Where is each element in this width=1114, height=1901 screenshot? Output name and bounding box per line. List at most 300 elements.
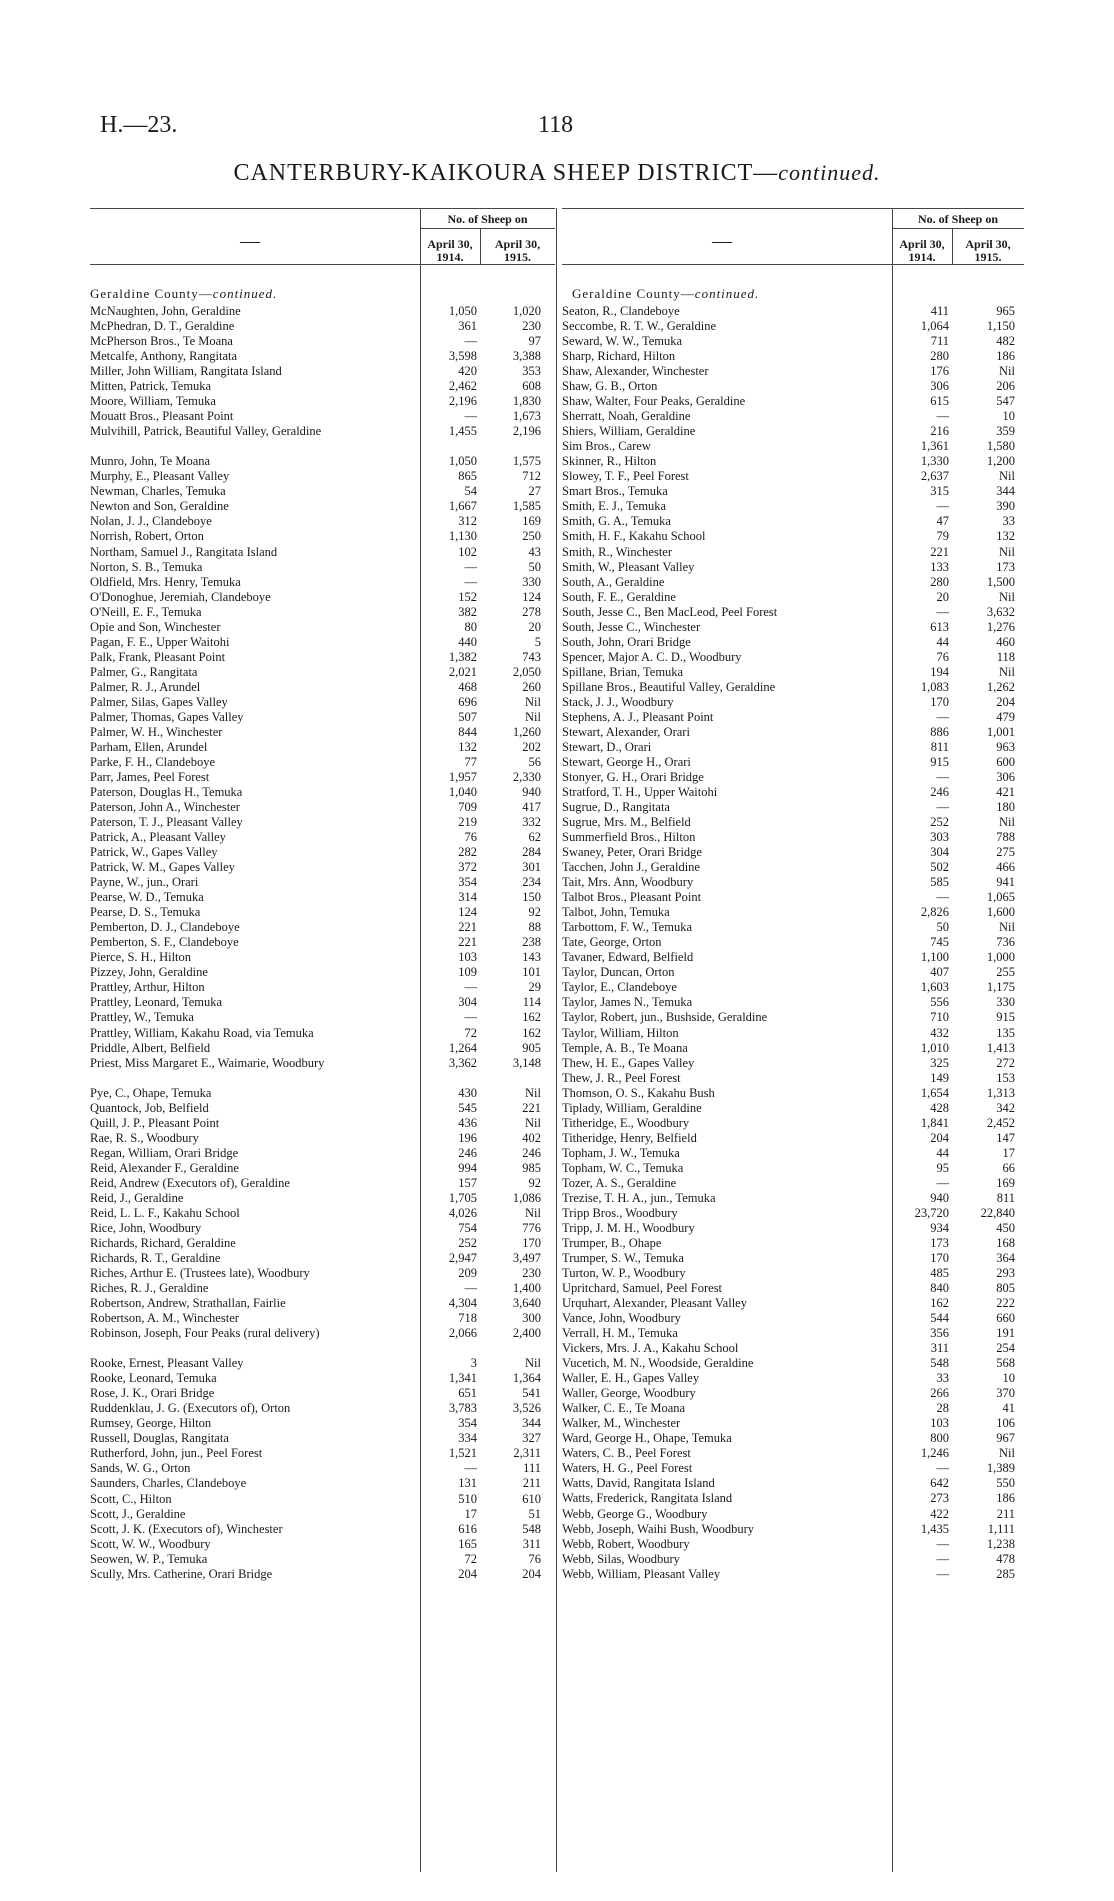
sheep-1914: —: [936, 800, 949, 815]
sheep-1914: —: [464, 409, 477, 424]
table-row: [562, 1341, 1024, 1356]
sheep-1915: 211: [996, 1506, 1015, 1521]
owner-name: Smith, R., Winchester: [562, 544, 673, 559]
table-row: [562, 469, 1024, 484]
owner-name: Norrish, Robert, Orton: [90, 529, 204, 544]
sheep-1914: 4,304: [448, 1296, 477, 1311]
sheep-1915: 359: [996, 424, 1015, 439]
owner-name: Vance, John, Woodbury: [562, 1311, 681, 1326]
sheep-1914: 80: [464, 619, 477, 634]
table-row: [90, 1281, 555, 1296]
sheep-1914: 428: [930, 1100, 949, 1115]
owner-name: Shaw, Walter, Four Peaks, Geraldine: [562, 394, 746, 409]
owner-name: Topham, W. C., Temuka: [562, 1160, 684, 1175]
sheep-1915: 246: [522, 1145, 541, 1160]
owner-name: Smith, E. J., Temuka: [562, 499, 667, 514]
sheep-1915: 390: [996, 499, 1015, 514]
sheep-1915: 168: [996, 1235, 1015, 1250]
sheep-1915: 1,575: [512, 454, 541, 469]
sheep-1915: 56: [528, 754, 541, 769]
sheep-1914: —: [464, 1461, 477, 1476]
table-row: [90, 890, 555, 905]
table-row: [562, 1206, 1024, 1221]
table-row: [90, 1116, 555, 1131]
sheep-1914: 221: [458, 920, 477, 935]
sheep-1915: 173: [996, 559, 1015, 574]
table-row: [562, 560, 1024, 575]
sheep-1915: 1,364: [512, 1371, 541, 1386]
sheep-1915: 170: [522, 1235, 541, 1250]
owner-name: Seowen, W. P., Temuka: [90, 1551, 208, 1566]
owner-name: Smith, W., Pleasant Valley: [562, 559, 695, 574]
sheep-1915: 29: [528, 980, 541, 995]
owner-name: Palmer, Silas, Gapes Valley: [90, 694, 228, 709]
sheep-1915: 20: [528, 619, 541, 634]
sheep-1915: 547: [996, 394, 1015, 409]
table-row: [90, 379, 555, 394]
owner-name: Mouatt Bros., Pleasant Point: [90, 409, 234, 424]
owner-name: Palk, Frank, Pleasant Point: [90, 649, 226, 664]
sheep-1914: —: [464, 980, 477, 995]
owner-name: McNaughten, John, Geraldine: [90, 304, 241, 318]
sheep-1914: 221: [930, 544, 949, 559]
sheep-1915: Nil: [525, 1085, 541, 1100]
owner-name: Stewart, George H., Orari: [562, 754, 691, 769]
sheep-1914: 354: [458, 875, 477, 890]
sheep-1914: 544: [930, 1311, 949, 1326]
sheep-1914: 372: [458, 860, 477, 875]
sheep-1914: 2,462: [448, 379, 477, 394]
sheep-1915: 3,632: [986, 604, 1015, 619]
sheep-1914: —: [936, 890, 949, 905]
table-row: [90, 905, 555, 920]
sheep-1915: Nil: [999, 815, 1015, 830]
sheep-1914: 204: [930, 1130, 949, 1145]
table-row: [90, 560, 555, 575]
owner-name: Waters, H. G., Peel Forest: [562, 1461, 693, 1476]
owner-name: Rutherford, John, jun., Peel Forest: [90, 1446, 263, 1461]
owner-name: Scott, C., Hilton: [90, 1491, 172, 1506]
sheep-1915: 62: [528, 830, 541, 845]
table-row: [90, 965, 555, 980]
sheep-1915: 905: [522, 1040, 541, 1055]
table-row: [562, 424, 1024, 439]
owner-name: Swaney, Peter, Orari Bridge: [562, 845, 702, 860]
sheep-1915: 712: [522, 469, 541, 484]
owner-name: Miller, John William, Rangitata Island: [90, 364, 282, 379]
table-row: [562, 1281, 1024, 1296]
sheep-1915: 124: [522, 589, 541, 604]
sheep-1915: 3,526: [512, 1401, 541, 1416]
sheep-1915: 293: [996, 1266, 1015, 1280]
sheep-1915: Nil: [999, 469, 1015, 484]
owner-name: Trezise, T. H. A., jun., Temuka: [562, 1190, 716, 1205]
sheep-1914: —: [464, 574, 477, 589]
sheep-1914: 102: [458, 544, 477, 559]
table-row: [90, 1056, 555, 1086]
sheep-1914: 436: [458, 1115, 477, 1130]
sheep-1914: 407: [930, 965, 949, 980]
sheep-1915: 1,276: [986, 619, 1015, 634]
table-row: [562, 1131, 1024, 1146]
sheep-1915: 1,111: [987, 1521, 1015, 1536]
sheep-1915: 1,673: [512, 409, 541, 424]
sheep-1914: 303: [930, 830, 949, 845]
sheep-1914: 103: [930, 1416, 949, 1431]
table-row: [90, 695, 555, 710]
owner-name: Mitten, Patrick, Temuka: [90, 379, 212, 394]
owner-name: Tavaner, Edward, Belfield: [562, 950, 694, 965]
sheep-1915: 963: [996, 739, 1015, 754]
owner-name: Taylor, William, Hilton: [562, 1025, 679, 1040]
owner-name: Vucetich, M. N., Woodside, Geraldine: [562, 1356, 754, 1371]
sheep-1914: 72: [464, 1551, 477, 1566]
sheep-1914: 109: [458, 965, 477, 980]
owner-name: Verrall, H. M., Temuka: [562, 1326, 678, 1341]
table-row: [562, 409, 1024, 424]
sheep-1914: 2,947: [448, 1251, 477, 1265]
sheep-1915: 421: [996, 785, 1015, 799]
sheep-1914: 994: [458, 1160, 477, 1175]
left-rows: [90, 304, 555, 1582]
sheep-1915: 342: [996, 1100, 1015, 1115]
sheep-1914: 76: [936, 649, 949, 664]
sheep-1914: 1,050: [448, 454, 477, 469]
owner-name: Quill, J. P., Pleasant Point: [90, 1115, 220, 1130]
owner-name: Webb, Silas, Woodbury: [562, 1551, 680, 1566]
table-row: [562, 1552, 1024, 1567]
owner-name: Webb, George G., Woodbury: [562, 1506, 708, 1521]
sheep-1914: 548: [930, 1356, 949, 1371]
sheep-1915: Nil: [999, 920, 1015, 935]
sheep-1915: 275: [996, 845, 1015, 860]
table-row: [90, 1041, 555, 1056]
table-row: [90, 740, 555, 755]
sheep-1914: 219: [458, 815, 477, 830]
sheep-1914: 209: [458, 1266, 477, 1281]
table-row: [90, 1371, 555, 1386]
sheep-1914: 710: [930, 1010, 949, 1025]
sheep-1914: —: [936, 709, 949, 724]
sheep-1915: 1,830: [512, 394, 541, 409]
sheep-1914: 79: [936, 529, 949, 544]
table-row: [90, 680, 555, 695]
sheep-1915: 153: [996, 1070, 1015, 1085]
sheep-1915: 311: [522, 1536, 541, 1551]
table-row: [562, 1567, 1024, 1582]
owner-name: Scott, W. W., Woodbury: [90, 1536, 211, 1551]
sheep-1914: 485: [930, 1266, 949, 1280]
owner-name: Webb, Joseph, Waihi Bush, Woodbury: [562, 1521, 754, 1536]
sheep-1915: 204: [522, 1566, 541, 1581]
owner-name: Palmer, Thomas, Gapes Valley: [90, 709, 244, 724]
sheep-1915: 186: [996, 349, 1015, 364]
table-row: [90, 1010, 555, 1025]
sheep-1914: —: [936, 1175, 949, 1190]
sheep-1915: 332: [522, 815, 541, 830]
sheep-1914: 152: [458, 589, 477, 604]
sheep-1915: Nil: [999, 1446, 1015, 1461]
table-row: [562, 635, 1024, 650]
table-row: [562, 454, 1024, 469]
page-ref: H.—23.: [100, 112, 178, 138]
owner-name: Ward, George H., Ohape, Temuka: [562, 1431, 732, 1446]
sheep-1914: 1,667: [448, 499, 477, 514]
sheep-1914: 170: [930, 1250, 949, 1265]
owner-name: Tozer, A. S., Geraldine: [562, 1175, 677, 1190]
owner-name: McPherson Bros., Te Moana: [90, 334, 233, 349]
owner-name: Tate, George, Orton: [562, 935, 662, 950]
table-row: [562, 710, 1024, 725]
sheep-1914: 312: [458, 514, 477, 529]
sheep-1915: 10: [1002, 409, 1015, 424]
table-row: [90, 1326, 555, 1356]
table-row: [90, 1401, 555, 1416]
owner-name: Metcalfe, Anthony, Rangitata: [90, 349, 238, 364]
table-row: [562, 1416, 1024, 1431]
sheep-1915: 230: [522, 1266, 541, 1281]
owner-name: Pagan, F. E., Upper Waitohi: [90, 634, 230, 649]
table-row: [562, 590, 1024, 605]
sheep-1915: 97: [528, 334, 541, 349]
owner-name: Scott, J. K. (Executors of), Winchester: [90, 1521, 283, 1536]
owner-name: O'Donoghue, Jeremiah, Clandeboye: [90, 589, 271, 604]
sheep-1915: 1,086: [512, 1190, 541, 1205]
owner-name: Pizzey, John, Geraldine: [90, 965, 208, 980]
sheep-1914: 33: [936, 1371, 949, 1386]
owner-name: Patrick, A., Pleasant Valley: [90, 830, 226, 845]
sheep-1915: 364: [996, 1250, 1015, 1265]
sheep-1915: 162: [522, 1025, 541, 1040]
sheep-1915: 1,262: [986, 679, 1015, 694]
sheep-1915: 736: [996, 935, 1015, 950]
owner-name: Sharp, Richard, Hilton: [562, 349, 676, 364]
owner-name: Newman, Charles, Temuka: [90, 484, 226, 499]
sheep-1915: 1,065: [986, 890, 1015, 905]
table-row: [90, 1146, 555, 1161]
sheep-1915: 162: [522, 1010, 541, 1025]
sheep-1915: 940: [522, 785, 541, 800]
table-row: [90, 1101, 555, 1116]
table-row: [562, 800, 1024, 815]
owner-name: Pye, C., Ohape, Temuka: [90, 1085, 212, 1100]
owner-name: Waller, E. H., Gapes Valley: [562, 1371, 700, 1386]
sheep-1914: 216: [930, 424, 949, 439]
owner-name: Saunders, Charles, Clandeboye: [90, 1476, 247, 1491]
sheep-1914: 54: [464, 484, 477, 499]
owner-name: Riches, Arthur E. (Trustees late), Woodbury: [90, 1266, 310, 1281]
sheep-1914: 615: [930, 394, 949, 409]
table-row: [90, 620, 555, 635]
sheep-1915: 600: [996, 754, 1015, 769]
table-row: [90, 920, 555, 935]
owner-name: Shiers, William, Geraldine: [562, 424, 696, 439]
table-row: [562, 1086, 1024, 1101]
owner-name: Scott, J., Geraldine: [90, 1506, 186, 1521]
sheep-1915: 330: [996, 995, 1015, 1010]
sheep-1914: 157: [458, 1175, 477, 1190]
table-row: [90, 1492, 555, 1507]
owner-name: Turton, W. P., Woodbury: [562, 1266, 686, 1280]
table-row: [562, 1296, 1024, 1311]
owner-name: Thomson, O. S., Kakahu Bush: [562, 1085, 715, 1100]
sheep-1915: 1,238: [986, 1536, 1015, 1551]
table-row: [562, 1507, 1024, 1522]
sheep-1914: 1,603: [920, 980, 949, 995]
owner-name: Mulvihill, Patrick, Beautiful Valley, Geraldine: [90, 424, 322, 439]
sheep-1915: 1,150: [986, 319, 1015, 334]
owner-name: Walker, C. E., Te Moana: [562, 1401, 686, 1416]
sheep-1915: 206: [996, 379, 1015, 394]
owner-name: Talbot Bros., Pleasant Point: [562, 890, 702, 905]
sheep-1914: 72: [464, 1025, 477, 1040]
sheep-1914: 280: [930, 349, 949, 364]
sheep-1915: 788: [996, 830, 1015, 845]
owner-name: Tripp, J. M. H., Woodbury: [562, 1220, 695, 1235]
sheep-1915: 255: [996, 965, 1015, 980]
owner-name: Urquhart, Alexander, Pleasant Valley: [562, 1296, 747, 1311]
owner-name: Sherratt, Noah, Geraldine: [562, 409, 691, 424]
owner-name: Tripp Bros., Woodbury: [562, 1205, 678, 1220]
sheep-1915: 660: [996, 1311, 1015, 1326]
owner-name: Payne, W., jun., Orari: [90, 875, 199, 890]
sheep-1915: 51: [528, 1506, 541, 1521]
table-row: [90, 1206, 555, 1221]
owner-name: South, A., Geraldine: [562, 574, 665, 589]
table-row: [90, 1461, 555, 1476]
sheep-1915: 204: [996, 694, 1015, 709]
owner-name: Titheridge, E., Woodbury: [562, 1115, 690, 1130]
table-row: [90, 575, 555, 590]
owner-name: Seward, W. W., Temuka: [562, 334, 683, 349]
sheep-1915: 76: [528, 1551, 541, 1566]
sheep-1914: 432: [930, 1025, 949, 1040]
owner-name: Rice, John, Woodbury: [90, 1220, 202, 1235]
sheep-1914: 311: [930, 1341, 949, 1356]
sheep-1915: 478: [996, 1551, 1015, 1566]
sheep-1914: 696: [458, 694, 477, 709]
sheep-1915: 1,413: [986, 1040, 1015, 1055]
sheep-count-header: No. of Sheep on: [447, 212, 528, 226]
sheep-1915: 460: [996, 634, 1015, 649]
sheep-1914: 4,026: [448, 1205, 477, 1220]
sheep-1915: 111: [523, 1461, 541, 1476]
sheep-1915: 306: [996, 769, 1015, 784]
table-row: [90, 935, 555, 950]
owner-name: Oldfield, Mrs. Henry, Temuka: [90, 574, 241, 589]
table-row: [562, 1537, 1024, 1552]
table-row: [90, 529, 555, 544]
table-row: [90, 770, 555, 785]
sheep-1914: 1,521: [448, 1446, 477, 1461]
table-row: [90, 1221, 555, 1236]
owner-name: Slowey, T. F., Peel Forest: [562, 469, 689, 484]
sheep-1914: 17: [464, 1506, 477, 1521]
sheep-1914: 103: [458, 950, 477, 965]
table-row: [90, 635, 555, 650]
sheep-1914: 1,957: [448, 769, 477, 784]
table-row: [90, 1446, 555, 1461]
sheep-1915: 985: [522, 1160, 541, 1175]
sheep-1915: 301: [522, 860, 541, 875]
right-rows: [562, 304, 1024, 1582]
sheep-1915: 915: [996, 1010, 1015, 1025]
owner-name: Stratford, T. H., Upper Waitohi: [562, 785, 718, 799]
table-row: [562, 1401, 1024, 1416]
sheep-1915: 2,400: [512, 1326, 541, 1341]
table-row: [562, 950, 1024, 965]
table-row: [90, 1161, 555, 1176]
table-row: [90, 545, 555, 560]
owner-name: Pierce, S. H., Hilton: [90, 950, 192, 965]
table-row: [90, 710, 555, 725]
sheep-1914: —: [936, 409, 949, 424]
sheep-1914: 314: [458, 890, 477, 905]
sheep-1914: 76: [464, 830, 477, 845]
owner-name: Prattley, W., Temuka: [90, 1010, 194, 1025]
sheep-1914: 1,435: [920, 1521, 949, 1536]
table-row: [562, 860, 1024, 875]
table-row: [562, 379, 1024, 394]
owner-name: South, John, Orari Bridge: [562, 634, 691, 649]
table-row: [562, 484, 1024, 499]
sheep-1914: 915: [930, 754, 949, 769]
sheep-1915: 22,840: [980, 1205, 1015, 1220]
sheep-1915: 27: [528, 484, 541, 499]
sheep-1915: 118: [996, 649, 1015, 664]
sheep-1914: 2,196: [448, 394, 477, 409]
sheep-1914: 325: [930, 1055, 949, 1070]
sheep-1914: 1,050: [448, 304, 477, 318]
sheep-1915: 344: [996, 484, 1015, 499]
table-row: [562, 1101, 1024, 1116]
sheep-1915: 1,020: [512, 304, 541, 318]
sheep-1915: 33: [1002, 514, 1015, 529]
sheep-1915: 169: [522, 514, 541, 529]
owner-name: Russell, Douglas, Rangitata: [90, 1431, 229, 1446]
sheep-1915: 743: [522, 649, 541, 664]
sheep-1915: 132: [996, 529, 1015, 544]
owner-name: Murphy, E., Pleasant Valley: [90, 469, 230, 484]
table-row: [90, 1296, 555, 1311]
owner-name: Stephens, A. J., Pleasant Point: [562, 709, 714, 724]
sheep-1914: 844: [458, 724, 477, 739]
sheep-1914: 886: [930, 724, 949, 739]
sheep-1915: 3,148: [512, 1055, 541, 1070]
sheep-1915: 2,196: [512, 424, 541, 439]
owner-name: Tiplady, William, Geraldine: [562, 1100, 702, 1115]
sheep-1915: 479: [996, 709, 1015, 724]
sheep-count-header: No. of Sheep on: [917, 212, 998, 226]
sheep-1915: 568: [996, 1356, 1015, 1371]
sheep-1914: 651: [458, 1386, 477, 1401]
owner-name: Thew, J. R., Peel Forest: [562, 1070, 681, 1085]
sheep-1914: 1,130: [448, 529, 477, 544]
sheep-1915: 250: [522, 529, 541, 544]
owner-name: Reid, J., Geraldine: [90, 1190, 184, 1205]
sheep-1915: 211: [522, 1476, 541, 1491]
sheep-1914: 3,783: [448, 1401, 477, 1416]
sheep-1914: 273: [930, 1491, 949, 1506]
table-row: [562, 830, 1024, 845]
sheep-1915: 143: [522, 950, 541, 965]
table-row: [562, 1161, 1024, 1176]
sheep-1915: Nil: [999, 589, 1015, 604]
sheep-1915: 135: [996, 1025, 1015, 1040]
table-row: [562, 1176, 1024, 1191]
table-row: [562, 740, 1024, 755]
table-row: [562, 439, 1024, 454]
